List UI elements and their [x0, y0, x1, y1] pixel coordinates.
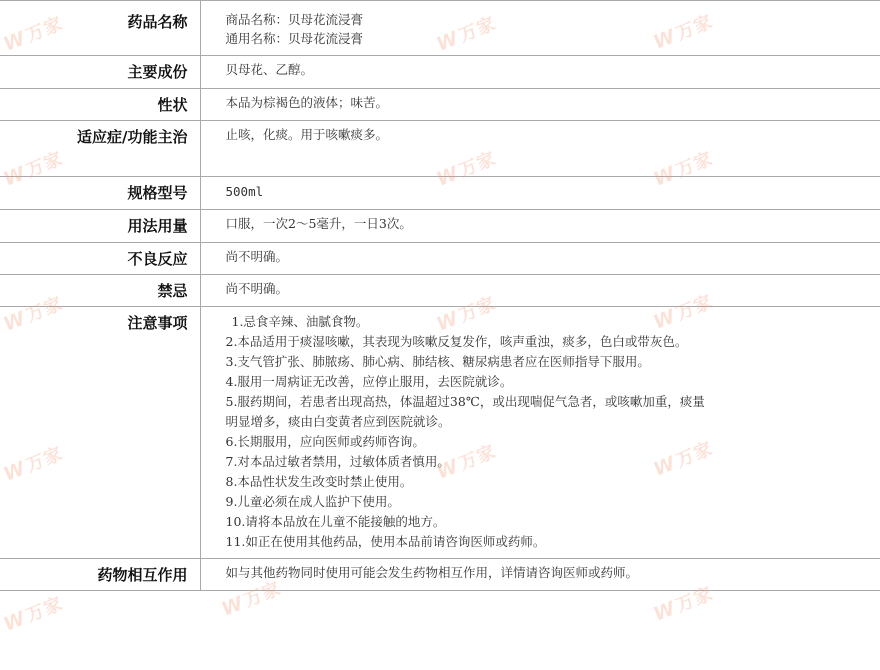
watermark-logo: W万家: [433, 148, 500, 191]
row-indications: [0, 121, 880, 177]
label-indications: 适应症/功能主治: [0, 121, 200, 177]
row-ingredients: [0, 56, 880, 89]
watermark-logo: W万家: [0, 13, 67, 56]
precaution-item: 1.忌食辛辣、油腻食物。: [231, 314, 369, 329]
label-specification: 规格型号: [0, 177, 200, 210]
value-precautions: [200, 307, 880, 559]
watermark-logo: W万家: [0, 293, 67, 336]
precaution-item: 4.服用一周病证无改善，应停止服用，去医院就诊。: [225, 374, 513, 389]
row-precautions: [0, 307, 880, 559]
value-contraindications: 尚不明确。: [200, 275, 880, 307]
watermark-logo: W万家: [433, 441, 500, 484]
value-dosage: 口服，一次2～5毫升，一日3次。: [200, 210, 880, 243]
precaution-item: 8.本品性状发生改变时禁止使用。: [225, 474, 413, 489]
value-indications: 止咳，化痰。用于咳嗽痰多。: [200, 121, 880, 177]
row-specification: [0, 177, 880, 210]
watermark-logo: W万家: [433, 13, 500, 56]
label-drug-interactions: 药物相互作用: [0, 559, 200, 591]
precaution-item: 6.长期服用，应向医师或药师咨询。: [225, 434, 425, 449]
watermark-logo: W万家: [650, 11, 717, 54]
label-precautions: 注意事项: [0, 307, 200, 559]
label-dosage: 用法用量: [0, 210, 200, 243]
watermark-logo: W万家: [218, 578, 285, 621]
row-contraindications: [0, 275, 880, 307]
label-contraindications: 禁忌: [0, 275, 200, 307]
value-specification: 500ml: [200, 177, 880, 210]
trade-name: 商品名称：贝母花流浸膏: [225, 12, 364, 27]
value-adverse-reactions: 尚不明确。: [200, 243, 880, 275]
watermark-logo: W万家: [650, 438, 717, 481]
row-drug-name: [0, 1, 880, 56]
watermark-logo: W万家: [0, 443, 67, 486]
precaution-item: 5.服药期间，若患者出现高热，体温超过38℃，或出现喘促气急者，或咳嗽加重，痰量: [225, 394, 705, 409]
value-ingredients: 贝母花、乙醇。: [200, 56, 880, 89]
precaution-item: 7.对本品过敏者禁用，过敏体质者慎用。: [225, 454, 450, 469]
precaution-item: 10.请将本品放在儿童不能接触的地方。: [225, 514, 446, 529]
label-properties: 性状: [0, 89, 200, 121]
watermark-logo: W万家: [650, 583, 717, 626]
value-properties: 本品为棕褐色的液体；味苦。: [200, 89, 880, 121]
value-drug-interactions: 如与其他药物同时使用可能会发生药物相互作用，详情请咨询医师或药师。: [200, 559, 880, 591]
row-dosage: [0, 210, 880, 243]
generic-name: 通用名称：贝母花流浸膏: [225, 31, 364, 46]
watermark-logo: W万家: [0, 148, 67, 191]
precaution-item: 3.支气管扩张、肺脓疡、肺心病、肺结核、糖尿病患者应在医师指导下服用。: [225, 354, 650, 369]
value-drug-name: [200, 1, 880, 56]
row-properties: [0, 89, 880, 121]
row-drug-interactions: [0, 559, 880, 591]
watermark-logo: W万家: [433, 293, 500, 336]
precaution-item: 9.儿童必须在成人监护下使用。: [225, 494, 400, 509]
precaution-item: 11.如正在使用其他药品，使用本品前请咨询医师或药师。: [225, 534, 546, 549]
watermark-logo: W万家: [0, 593, 67, 636]
row-adverse-reactions: [0, 243, 880, 275]
watermark-logo: W万家: [650, 291, 717, 334]
label-drug-name: 药品名称: [0, 1, 200, 56]
precaution-item: 明显增多，痰由白变黄者应到医院就诊。: [225, 414, 451, 429]
precaution-item: 2.本品适用于痰湿咳嗽，其表现为咳嗽反复发作，咳声重浊，痰多，色白或带灰色。: [225, 334, 688, 349]
label-adverse-reactions: 不良反应: [0, 243, 200, 275]
watermark-logo: W万家: [650, 148, 717, 191]
label-ingredients: 主要成份: [0, 56, 200, 89]
